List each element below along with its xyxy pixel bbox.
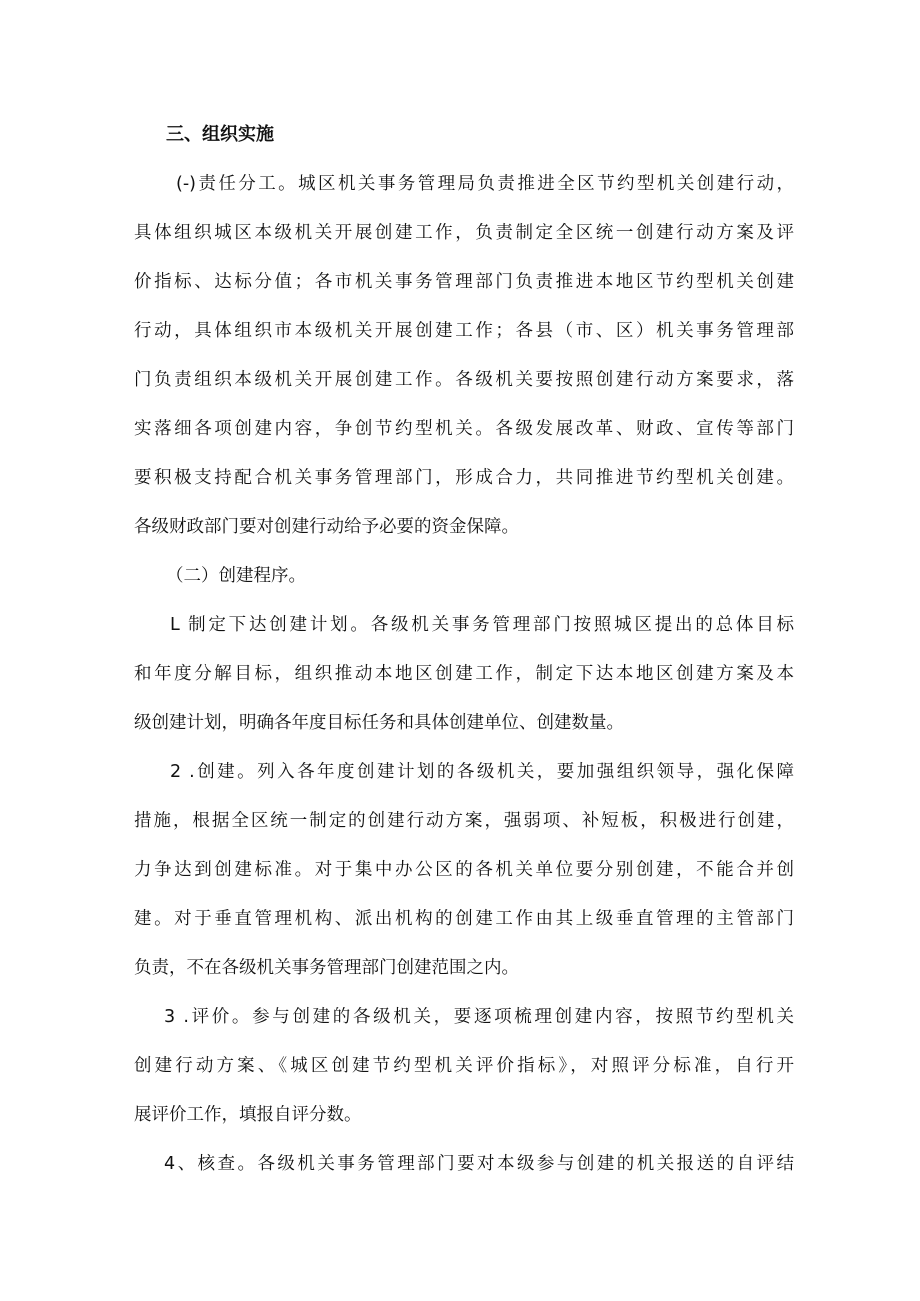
- section-heading: 三、组织实施: [166, 124, 274, 145]
- paragraph-line: 4、核查。各级机关事务管理部门要对本级参与创建的机关报送的自评结: [164, 1154, 794, 1174]
- paragraph-line: 和年度分解目标，组织推动本地区创建工作，制定下达本地区创建方案及本: [134, 664, 794, 684]
- paragraph-line: 力争达到创建标准。对于集中办公区的各机关单位要分别创建，不能合并创: [134, 860, 794, 880]
- paragraph-line: 建。对于垂直管理机构、派出机构的创建工作由其上级垂直管理的主管部门: [134, 909, 794, 929]
- paragraph-line: 2 .创建。列入各年度创建计划的各级机关，要加强组织领导，强化保障: [170, 762, 794, 782]
- paragraph-line: 级创建计划，明确各年度目标任务和具体创建单位、创建数量。: [134, 713, 624, 733]
- paragraph-line: 价指标、达标分值；各市机关事务管理部门负责推进本地区节约型机关创建: [134, 272, 794, 292]
- paragraph-line: L 制定下达创建计划。各级机关事务管理部门按照城区提出的总体目标: [170, 615, 794, 635]
- paragraph-line: 创建行动方案、《城区创建节约型机关评价指标》，对照评分标准，自行开: [134, 1056, 794, 1076]
- paragraph-line: 负责，不在各级机关事务管理部门创建范围之内。: [134, 958, 519, 978]
- paragraph-line: 门负责组织本级机关开展创建工作。各级机关要按照创建行动方案要求，落: [134, 370, 794, 390]
- subsection-heading: （二）创建程序。: [166, 566, 306, 586]
- paragraph-line: 措施，根据全区统一制定的创建行动方案，强弱项、补短板，积极进行创建，: [134, 811, 794, 831]
- paragraph-line: 展评价工作，填报自评分数。: [134, 1105, 362, 1125]
- paragraph-line: 各级财政部门要对创建行动给予必要的资金保障。: [134, 517, 519, 537]
- paragraph-line: 具体组织城区本级机关开展创建工作，负责制定全区统一创建行动方案及评: [134, 223, 794, 243]
- paragraph-line: (-)责任分工。城区机关事务管理局负责推进全区节约型机关创建行动，: [176, 174, 794, 194]
- paragraph-line: 行动，具体组织市本级机关开展创建工作；各县（市、区）机关事务管理部: [134, 321, 794, 341]
- paragraph-line: 实落细各项创建内容，争创节约型机关。各级发展改革、财政、宣传等部门: [134, 419, 794, 439]
- paragraph-line: 3 .评价。参与创建的各级机关，要逐项梳理创建内容，按照节约型机关: [164, 1007, 794, 1027]
- paragraph-line: 要积极支持配合机关事务管理部门，形成合力，共同推进节约型机关创建。: [134, 468, 794, 488]
